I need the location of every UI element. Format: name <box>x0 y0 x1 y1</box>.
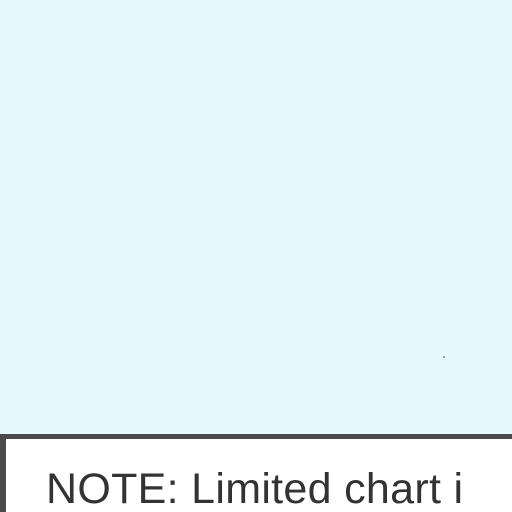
chart-note-text: NOTE: Limited chart i <box>46 465 464 512</box>
map-speck-mark <box>443 356 445 358</box>
chart-note-box <box>0 434 512 512</box>
